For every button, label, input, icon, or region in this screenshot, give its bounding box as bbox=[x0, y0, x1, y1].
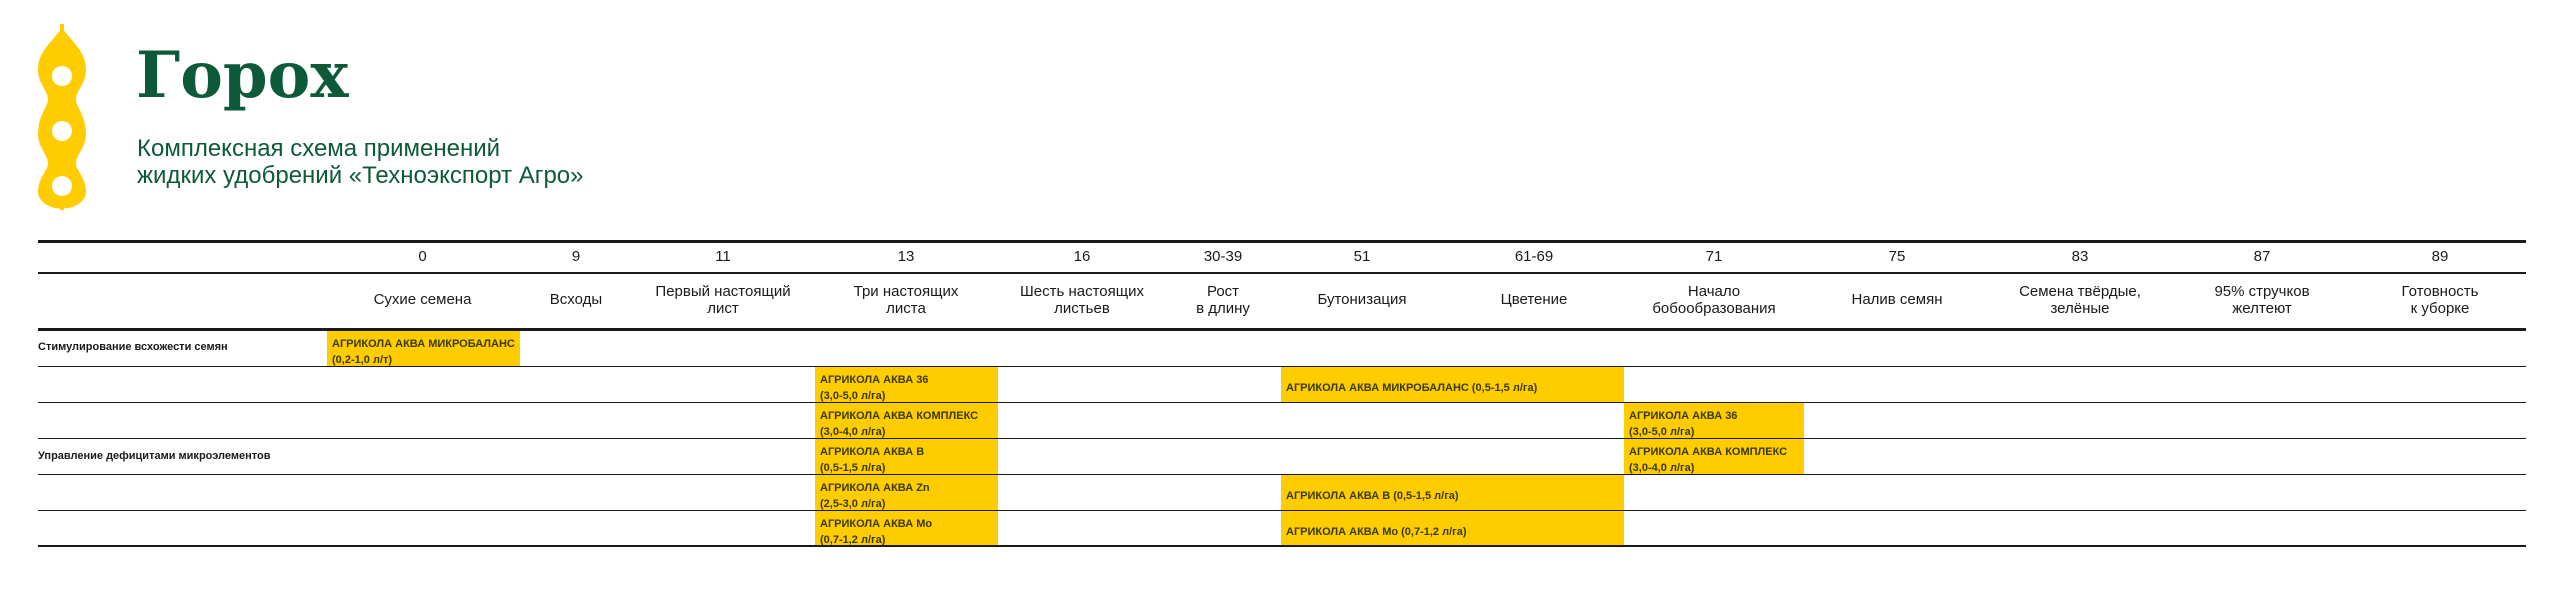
row-label-micronutrients: Управление дефицитами микроэлементов bbox=[38, 450, 271, 462]
product-block: АГРИКОЛА АКВА 36 (3,0-5,0 л/га) bbox=[815, 367, 998, 402]
stage-name: Готовность к уборке bbox=[2401, 283, 2479, 317]
table-top-rule bbox=[38, 240, 2526, 243]
table-rule bbox=[38, 272, 2526, 274]
stage-name: 95% стручков желтеют bbox=[2214, 283, 2310, 317]
stage-name: Семена твёрдые, зелёные bbox=[2019, 283, 2141, 317]
subtitle-line: жидких удобрений «Техноэкспорт Агро» bbox=[137, 162, 584, 189]
stage-code: 87 bbox=[2253, 248, 2271, 265]
stage-name: Сухие семена bbox=[373, 291, 472, 308]
stage-code: 13 bbox=[897, 248, 915, 265]
stage-code: 83 bbox=[2071, 248, 2089, 265]
stage-name: Цветение bbox=[1500, 291, 1568, 308]
stage-name: Всходы bbox=[549, 291, 603, 308]
product-block: АГРИКОЛА АКВА Mo (0,7-1,2 л/га) bbox=[815, 511, 998, 545]
stage-name: Первый настоящий лист bbox=[655, 283, 791, 317]
pea-pod-icon bbox=[34, 24, 90, 210]
stage-code: 71 bbox=[1705, 248, 1723, 265]
product-block: АГРИКОЛА АКВА КОМПЛЕКС (3,0-4,0 л/га) bbox=[1624, 439, 1804, 474]
product-block: АГРИКОЛА АКВА КОМПЛЕКС (3,0-4,0 л/га) bbox=[815, 403, 998, 438]
product-block: АГРИКОЛА АКВА Zn (2,5-3,0 л/га) bbox=[815, 475, 998, 510]
page-title: Горох bbox=[136, 38, 349, 113]
subtitle-line: Комплексная схема применений bbox=[137, 135, 501, 162]
stage-code: 75 bbox=[1888, 248, 1906, 265]
stage-name: Бутонизация bbox=[1317, 291, 1407, 308]
table-bottom-rule bbox=[38, 545, 2526, 547]
stage-code: 16 bbox=[1073, 248, 1091, 265]
stage-name: Шесть настоящих листьев bbox=[1020, 283, 1144, 317]
stage-name: Рост в длину bbox=[1196, 283, 1250, 317]
stage-code: 89 bbox=[2431, 248, 2449, 265]
page-subtitle bbox=[137, 135, 737, 189]
stage-code: 9 bbox=[571, 248, 581, 265]
product-block: АГРИКОЛА АКВА МИКРОБАЛАНС (0,2-1,0 л/т) bbox=[327, 331, 520, 366]
table-row-divider bbox=[38, 402, 2526, 403]
stage-code: 51 bbox=[1353, 248, 1371, 265]
product-block: АГРИКОЛА АКВА МИКРОБАЛАНС (0,5-1,5 л/га) bbox=[1281, 367, 1624, 402]
product-block: АГРИКОЛА АКВА 36 (3,0-5,0 л/га) bbox=[1624, 403, 1804, 438]
stage-name: Начало бобообразования bbox=[1652, 283, 1776, 317]
stage-name: Три настоящих листа bbox=[853, 283, 959, 317]
stage-code: 30-39 bbox=[1203, 248, 1243, 265]
row-label-seed-germination: Стимулирование всхожести семян bbox=[38, 341, 228, 353]
stage-code: 61-69 bbox=[1514, 248, 1554, 265]
product-block: АГРИКОЛА АКВА B (0,5-1,5 л/га) bbox=[815, 439, 998, 474]
stage-code: 0 bbox=[418, 248, 427, 265]
table-row-divider bbox=[38, 438, 2526, 439]
stage-code: 11 bbox=[715, 248, 731, 265]
product-block: АГРИКОЛА АКВА B (0,5-1,5 л/га) bbox=[1281, 475, 1624, 510]
stage-name: Налив семян bbox=[1851, 291, 1943, 308]
product-block: АГРИКОЛА АКВА Mo (0,7-1,2 л/га) bbox=[1281, 511, 1624, 545]
